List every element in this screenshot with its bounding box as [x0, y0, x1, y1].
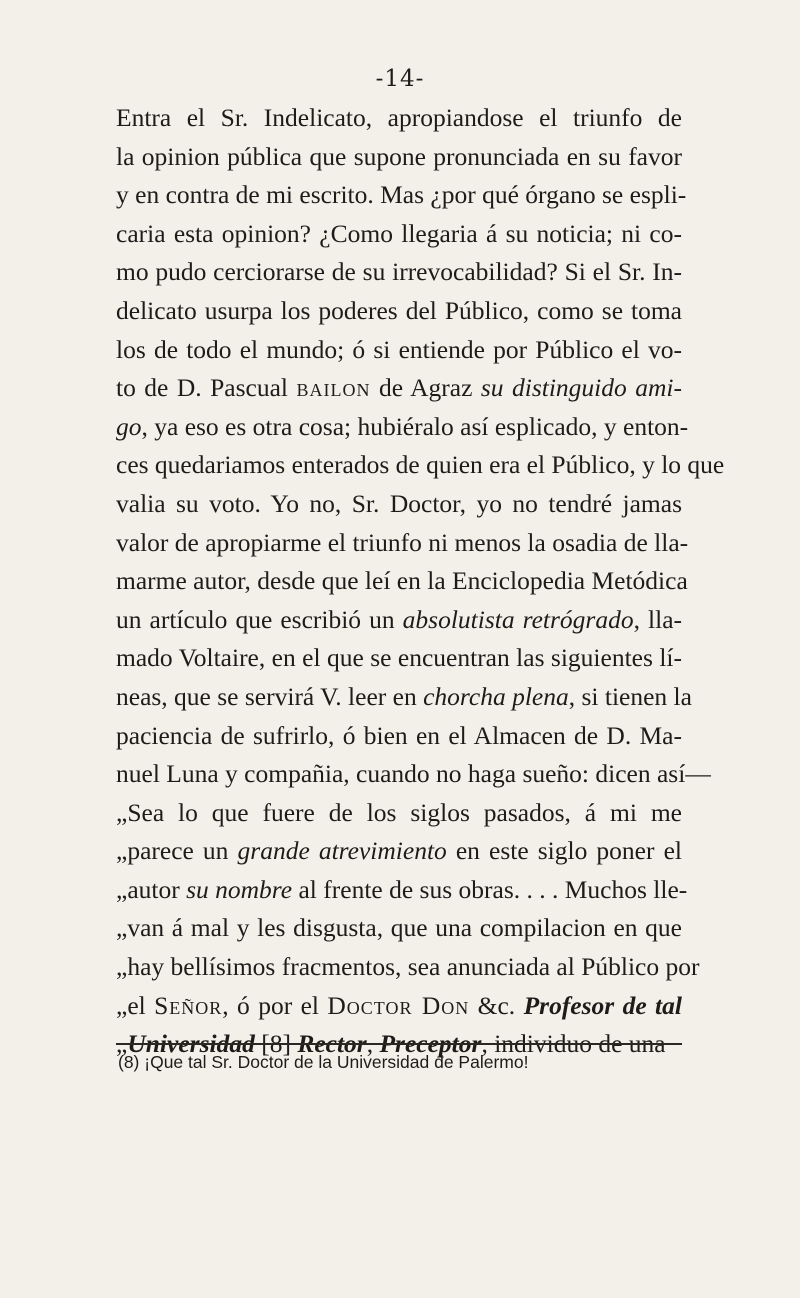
- text-segment: bailon: [296, 373, 371, 403]
- text-line: [116, 215, 682, 254]
- text-segment: , individuo de una: [481, 1029, 666, 1059]
- text-segment: ,: [366, 1029, 380, 1059]
- text-segment: y en contra de mi escrito. Mas ¿por qué órgano se espli-: [116, 180, 687, 210]
- text-line: [116, 909, 682, 948]
- text-segment: Entra el Sr. Indelicato, apropiandose el triunfo de: [116, 103, 682, 132]
- text-segment: , ya eso es otra cosa; hubiéralo así esplicado, y enton-: [141, 411, 689, 441]
- text-segment: „autor: [116, 874, 187, 904]
- text-line: [116, 562, 688, 601]
- text-segment: su nombre: [186, 874, 293, 904]
- text-line: [116, 601, 682, 640]
- text-segment: , si tienen la: [568, 681, 692, 711]
- text-segment: Rector: [297, 1029, 367, 1059]
- text-segment: Universidad: [127, 1029, 255, 1059]
- page-number: -14-: [375, 66, 425, 92]
- footnote: (8) ¡Que tal Sr. Doctor de la Universidad de Palermo!: [118, 1052, 529, 1072]
- text-line: [116, 369, 682, 408]
- text-line: [116, 331, 682, 370]
- text-segment: grande atrevimiento: [237, 836, 447, 866]
- text-segment: Doctor Don: [327, 990, 470, 1020]
- body-text: [116, 99, 725, 1064]
- text-line: [116, 138, 682, 177]
- text-segment: valor de apropiarme el triunfo ni menos la osadia de lla-: [116, 527, 689, 557]
- text-line: [116, 408, 689, 447]
- text-line: [116, 176, 687, 215]
- text-segment: „van á mal y les disgusta, que una compilacion en que: [116, 913, 682, 943]
- text-segment: mo pudo cerciorarse de su irrevocabilidad? Si el Sr. In-: [116, 257, 682, 287]
- text-segment: &c.: [469, 990, 524, 1020]
- text-segment: Preceptor: [379, 1029, 482, 1059]
- text-segment: , lla-: [633, 604, 683, 634]
- text-segment: to de D. Pascual: [116, 373, 297, 403]
- text-line: [116, 446, 725, 485]
- text-segment: neas, que se servirá V. leer en: [116, 681, 424, 711]
- text-line: [116, 717, 682, 756]
- text-segment: absolutista retrógrado: [402, 604, 634, 634]
- text-segment: „parece un: [116, 836, 238, 866]
- text-segment: la opinion pública que supone pronunciada en su favor: [116, 141, 682, 171]
- text-segment: al frente de sus obras. . . . Muchos lle-: [292, 874, 688, 904]
- text-segment: caria esta opinion? ¿Como llegaria á su noticia; ni co-: [116, 218, 682, 248]
- text-segment: [8]: [254, 1029, 298, 1059]
- text-segment: un artículo que escribió un: [116, 604, 403, 634]
- text-line: [116, 948, 700, 987]
- text-line: [116, 292, 682, 331]
- text-segment: los de todo el mundo; ó si entiende por Público el vo-: [116, 334, 682, 364]
- text-segment: de Agraz: [370, 373, 481, 403]
- text-line: [116, 485, 682, 524]
- text-line: [116, 832, 682, 871]
- text-segment: „el: [116, 990, 155, 1020]
- text-segment: en este siglo poner el: [446, 836, 682, 866]
- text-segment: mado Voltaire, en el que se encuentran las siguientes lí-: [116, 643, 682, 673]
- text-line: [116, 678, 692, 717]
- text-segment: Señor: [154, 990, 223, 1020]
- text-line: [116, 253, 682, 292]
- text-line: [116, 524, 689, 563]
- text-segment: ces quedariamos enterados de quien era el Público, y lo que: [116, 450, 725, 480]
- text-segment: „Sea lo que fuere de los siglos pasados, á mi me: [116, 797, 682, 827]
- text-line: [116, 99, 682, 138]
- text-segment: chorcha plena: [423, 681, 569, 711]
- text-line: [116, 987, 682, 1026]
- text-line: [116, 755, 711, 794]
- text-line: [116, 794, 682, 833]
- footnote-rule: [116, 1043, 682, 1045]
- text-line: [116, 871, 688, 910]
- text-segment: marme autor, desde que leí en la Enciclopedia Metódica: [116, 566, 688, 596]
- text-segment: delicato usurpa los poderes del Público, como se toma: [116, 295, 682, 325]
- text-segment: paciencia de sufrirlo, ó bien en el Almacen de D. Ma-: [116, 720, 682, 750]
- text-segment: su distinguido ami-: [480, 373, 682, 403]
- text-segment: , ó por el: [222, 990, 328, 1020]
- text-segment: „hay bellísimos fracmentos, sea anunciada al Público por: [116, 952, 700, 982]
- text-segment: „: [116, 1029, 128, 1059]
- text-segment: valia su voto. Yo no, Sr. Doctor, yo no tendré jamas: [116, 488, 682, 518]
- text-segment: nuel Luna y compañia, cuando no haga sueño: dicen así—: [116, 759, 711, 789]
- text-segment: go: [116, 411, 142, 441]
- text-line: [116, 639, 682, 678]
- text-segment: Profesor de tal: [523, 990, 682, 1020]
